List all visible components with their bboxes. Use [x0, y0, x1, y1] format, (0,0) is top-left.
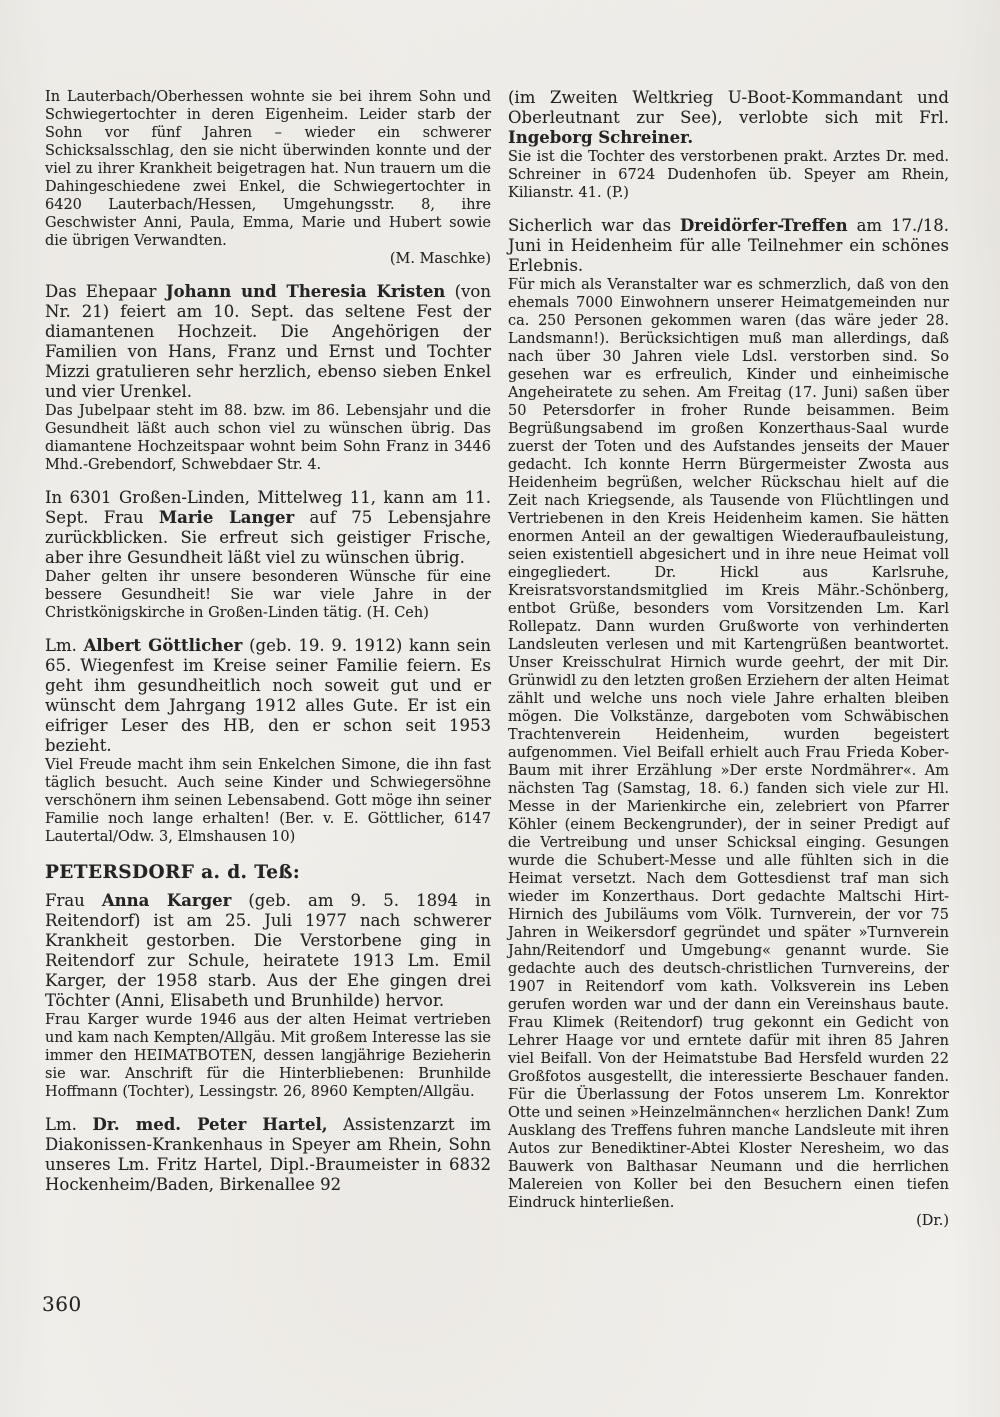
article-dreidoerfer-treffen-report: Für mich als Veranstalter war es schmerzlich, daß von den ehemals 7000 Einwohnern unserer Heimatgemeinden nur ca. 250 Personen gekommen waren (das wäre jeder 28. Landsmann!). Berücksichtigen muß man allerdings, daß nach über 30 Jahren viele Ldsl. verstorben sind. So gesehen war es erfreulich, Kinder und einheimische Angeheiratete zu sehen. Am Freitag (17. Juni) saßen über 50 Petersdorfer in froher Runde beisammen. Beim Begrüßungsabend im großen Konzerthaus-Saal wurde zuerst der Toten und des Aufstandes jenseits der Mauer gedacht. Ich konnte Herrn Bürgermeister Zwosta aus Heidenheim begrüßen, welcher Rückschau hielt auf die Zeit nach Kriegsende, als Tausende von Flüchtlingen und Vertriebenen in den Kreis Heidenheim kamen. Sie hätten enormen Anteil an der gewaltigen Wiederaufbauleistung, seien existentiell abgesichert und in ihre neue Heimat voll eingegliedert. Dr. Hickl aus Karlsruhe, Kreisratsvorstandsmitglied im Kreis Mähr.-Schönberg, entbot Grüße, besonders vom Vorsitzenden Lm. Karl Rollepatz. Dann wurden Grußworte von verhinderten Landsleuten verlesen und mit Kartengrüßen beantwortet. Unser Kreisschulrat Hirnich wurde geehrt, der mit Dir. Grünwidl zu den letzten großen Erziehern der alten Heimat zählt und welche uns noch viele Jahre erhalten bleiben mögen. Die Volkstänze, dargeboten vom Schwäbischen Trachtenverein Heidenheim, wurden begeistert aufgenommen. Viel Beifall erhielt auch Frau Frieda Kober-Baum mit ihrer Erzählung »Der erste Nordmährer«. Am nächsten Tag (Samstag, 18. 6.) fanden sich viele zur Hl. Messe in der Marienkirche ein, zelebriert von Pfarrer Köhler (einem Beckengrunder), der in seiner Predigt auf die Vertreibung und unser Schicksal einging. Gesungen wurde die Schubert-Messe und alle fühlten sich in die Heimat versetzt. Nach dem Gottesdienst traf man sich wieder im Konzerthaus. Dort gedachte Maltschi Hirt-Hirnich des Jubiläums vom Völk. Turnverein, der vor 75 Jahren in Weikersdorf gegründet und später »Turnverein Jahn/Reitendorf und Umgebung« genannt wurde. Sie gedachte auch des deutsch-christlichen Turnvereins, der 1907 in Reitendorf vom kath. Volksverein ins Leben gerufen worden war und der dann ein Vereinshaus baute. Frau Klimek (Reitendorf) trug gekonnt ein Gedicht von Lehrer Haage vor und erntete dafür mit ihren 85 Jahren viel Beifall. Von der Heimatstube Bad Hersfeld wurden 22 Großfotos ausgestellt, die interessierte Beschauer fanden. Für die Überlassung der Fotos unserem Lm. Konrektor Otte und seinen »Heinzelmännchen« herzlichen Dank! Zum Ausklang des Treffens fuhren manche Landsleute mit ihren Autos zur Benediktiner-Abtei Kloster Neresheim, wo das Bauwerk von Balthasar Neumann und die herrlichen Malereien von Koller bei den Besuchern einen tiefen Eindruck hinterließen. [508, 277, 949, 1211]
page-number: 360 [42, 1292, 82, 1316]
right-column [508, 88, 949, 1230]
article-goettlicher-birthday [45, 636, 491, 756]
article-dreidoerfer-treffen-lead [508, 216, 949, 276]
article-langer-birthday [45, 488, 491, 568]
para-text: Frau [45, 891, 102, 910]
person-name-langer: Marie Langer [158, 508, 295, 527]
signature-dr: (Dr.) [916, 1213, 949, 1229]
para-text: (geb. am 9. 5. 1894 in Reitendorf) ist am 25. Juli 1977 nach schwerer Krankheit gestorben. Die Verstorbene ging in Reitendorf zur Schule, heiratete 1913 Lm. Emil Karger, der 1958 starb. Aus der Ehe gingen drei Töchter (Anni, Elisabeth und Brunhilde) hervor. [45, 891, 492, 1010]
article-hartel-engagement [45, 1115, 491, 1195]
article-lauterbach-obituary: In Lauterbach/Oberhessen wohnte sie bei ihrem Sohn und Schwiegertochter in deren Eigenheim. Leider starb der Sohn vor fünf Jahren – wieder ein schwerer Schicksalsschlag, den sie nicht überwinden konnte und der viel zu ihrer Krankheit beigetragen hat. Nun trauern um die Dahingeschiedene zwei Enkel, die Schwiegertochter in 6420 Lauterbach/Hessen, Umgehungsstr. 8, ihre Geschwister Anni, Paula, Emma, Marie und Hubert sowie die übrigen Verwandten. [45, 89, 491, 249]
para-text: Lm. [45, 636, 84, 655]
person-name-goettlicher: Albert Göttlicher [83, 636, 243, 655]
para-text: In 6301 Großen-Linden, Mittelweg 11, kann am 11. Sept. Frau [45, 488, 491, 527]
article-langer-note: Daher gelten ihr unsere besonderen Wünsche für eine bessere Gesundheit! Sie war viele Jahre in der Christkönigskirche in Großen-Linden tätig. (H. Ceh) [45, 569, 491, 621]
article-karger-note: Frau Karger wurde 1946 aus der alten Heimat vertrieben und kam nach Kempten/Allgäu. Mit großem Interesse las sie immer den HEIMATBOTEN, dessen langjährige Bezieherin sie war. Anschrift für die Hinterbliebenen: Brunhilde Hoffmann (Tochter), Lessingstr. 26, 8960 Kempten/Allgäu. [45, 1012, 491, 1100]
para-text: am 17./18. Juni in Heidenheim für alle Teilnehmer ein schönes Erlebnis. [508, 216, 949, 275]
para-text: (geb. 19. 9. 1912) kann sein 65. Wiegenfest im Kreise seiner Familie feiern. Es geht ihm gesundheitlich noch soweit gut und er wünscht dem Jahrgang 1912 alles Gute. Er ist ein eifriger Leser des HB, den er schon seit 1953 bezieht. [45, 636, 492, 755]
article-goettlicher-note: Viel Freude macht ihm sein Enkelchen Simone, die ihn fast täglich besucht. Auch seine Kinder und Schwiegersöhne verschönern ihm seinen Lebensabend. Gott möge ihn seiner Familie noch lange erhalten! (Ber. v. E. Göttlicher, 6147 Lautertal/Odw. 3, Elmshausen 10) [45, 757, 491, 845]
article-karger-obituary [45, 891, 491, 1011]
para-text: (im Zweiten Weltkrieg U-Boot-Kommandant und Oberleutnant zur See), verlobte sich mit Frl. [508, 88, 949, 127]
article-schreiner-note: Sie ist die Tochter des verstorbenen prakt. Arztes Dr. med. Schreiner in 6724 Dudenhofen üb. Speyer am Rhein, Kilianstr. 41. (P.) [508, 149, 949, 201]
para-text: Assistenzarzt im Diakonissen-Krankenhaus in Speyer am Rhein, Sohn unseres Lm. Fritz Hartel, Dipl.-Braumeister in 6832 Hockenheim/Baden, Birkenallee 92 [45, 1115, 491, 1194]
para-text: Lm. [45, 1115, 93, 1134]
person-name-schreiner: Ingeborg Schreiner. [508, 128, 694, 147]
article-hartel-engagement-continued [508, 88, 949, 148]
para-text: Das Ehepaar [45, 282, 166, 301]
article-kristen-anniversary [45, 282, 491, 402]
para-text: Sicherlich war das [508, 216, 680, 235]
signature-maschke: (M. Maschke) [389, 251, 491, 267]
para-text: auf 75 Lebensjahre zurückblicken. Sie erfreut sich geistiger Frische, aber ihre Gesundheit läßt viel zu wünschen übrig. [45, 508, 491, 567]
person-name-kristen: Johann und Theresia Kristen [165, 282, 446, 301]
event-name-dreidoerfer-treffen: Dreidörfer-Treffen [679, 216, 848, 235]
para-text: (von Nr. 21) feiert am 10. Sept. das seltene Fest der diamantenen Hochzeit. Die Angehörigen der Familien von Hans, Franz und Ernst und Tochter Mizzi gratulieren sehr herzlich, ebenso sieben Enkel und vier Urenkel. [45, 282, 491, 401]
section-heading-petersdorf: PETERSDORF a. d. Teß: [45, 862, 301, 883]
article-kristen-note: Das Jubelpaar steht im 88. bzw. im 86. Lebensjahr und die Gesundheit läßt auch schon viel zu wünschen übrig. Das diamantene Hochzeitspaar wohnt beim Sohn Franz in 3446 Mhd.-Grebendorf, Schwebdaer Str. 4. [45, 403, 491, 473]
person-name-karger: Anna Karger [101, 891, 232, 910]
person-name-hartel: Dr. med. Peter Hartel, [92, 1115, 328, 1134]
left-column [45, 88, 491, 1195]
